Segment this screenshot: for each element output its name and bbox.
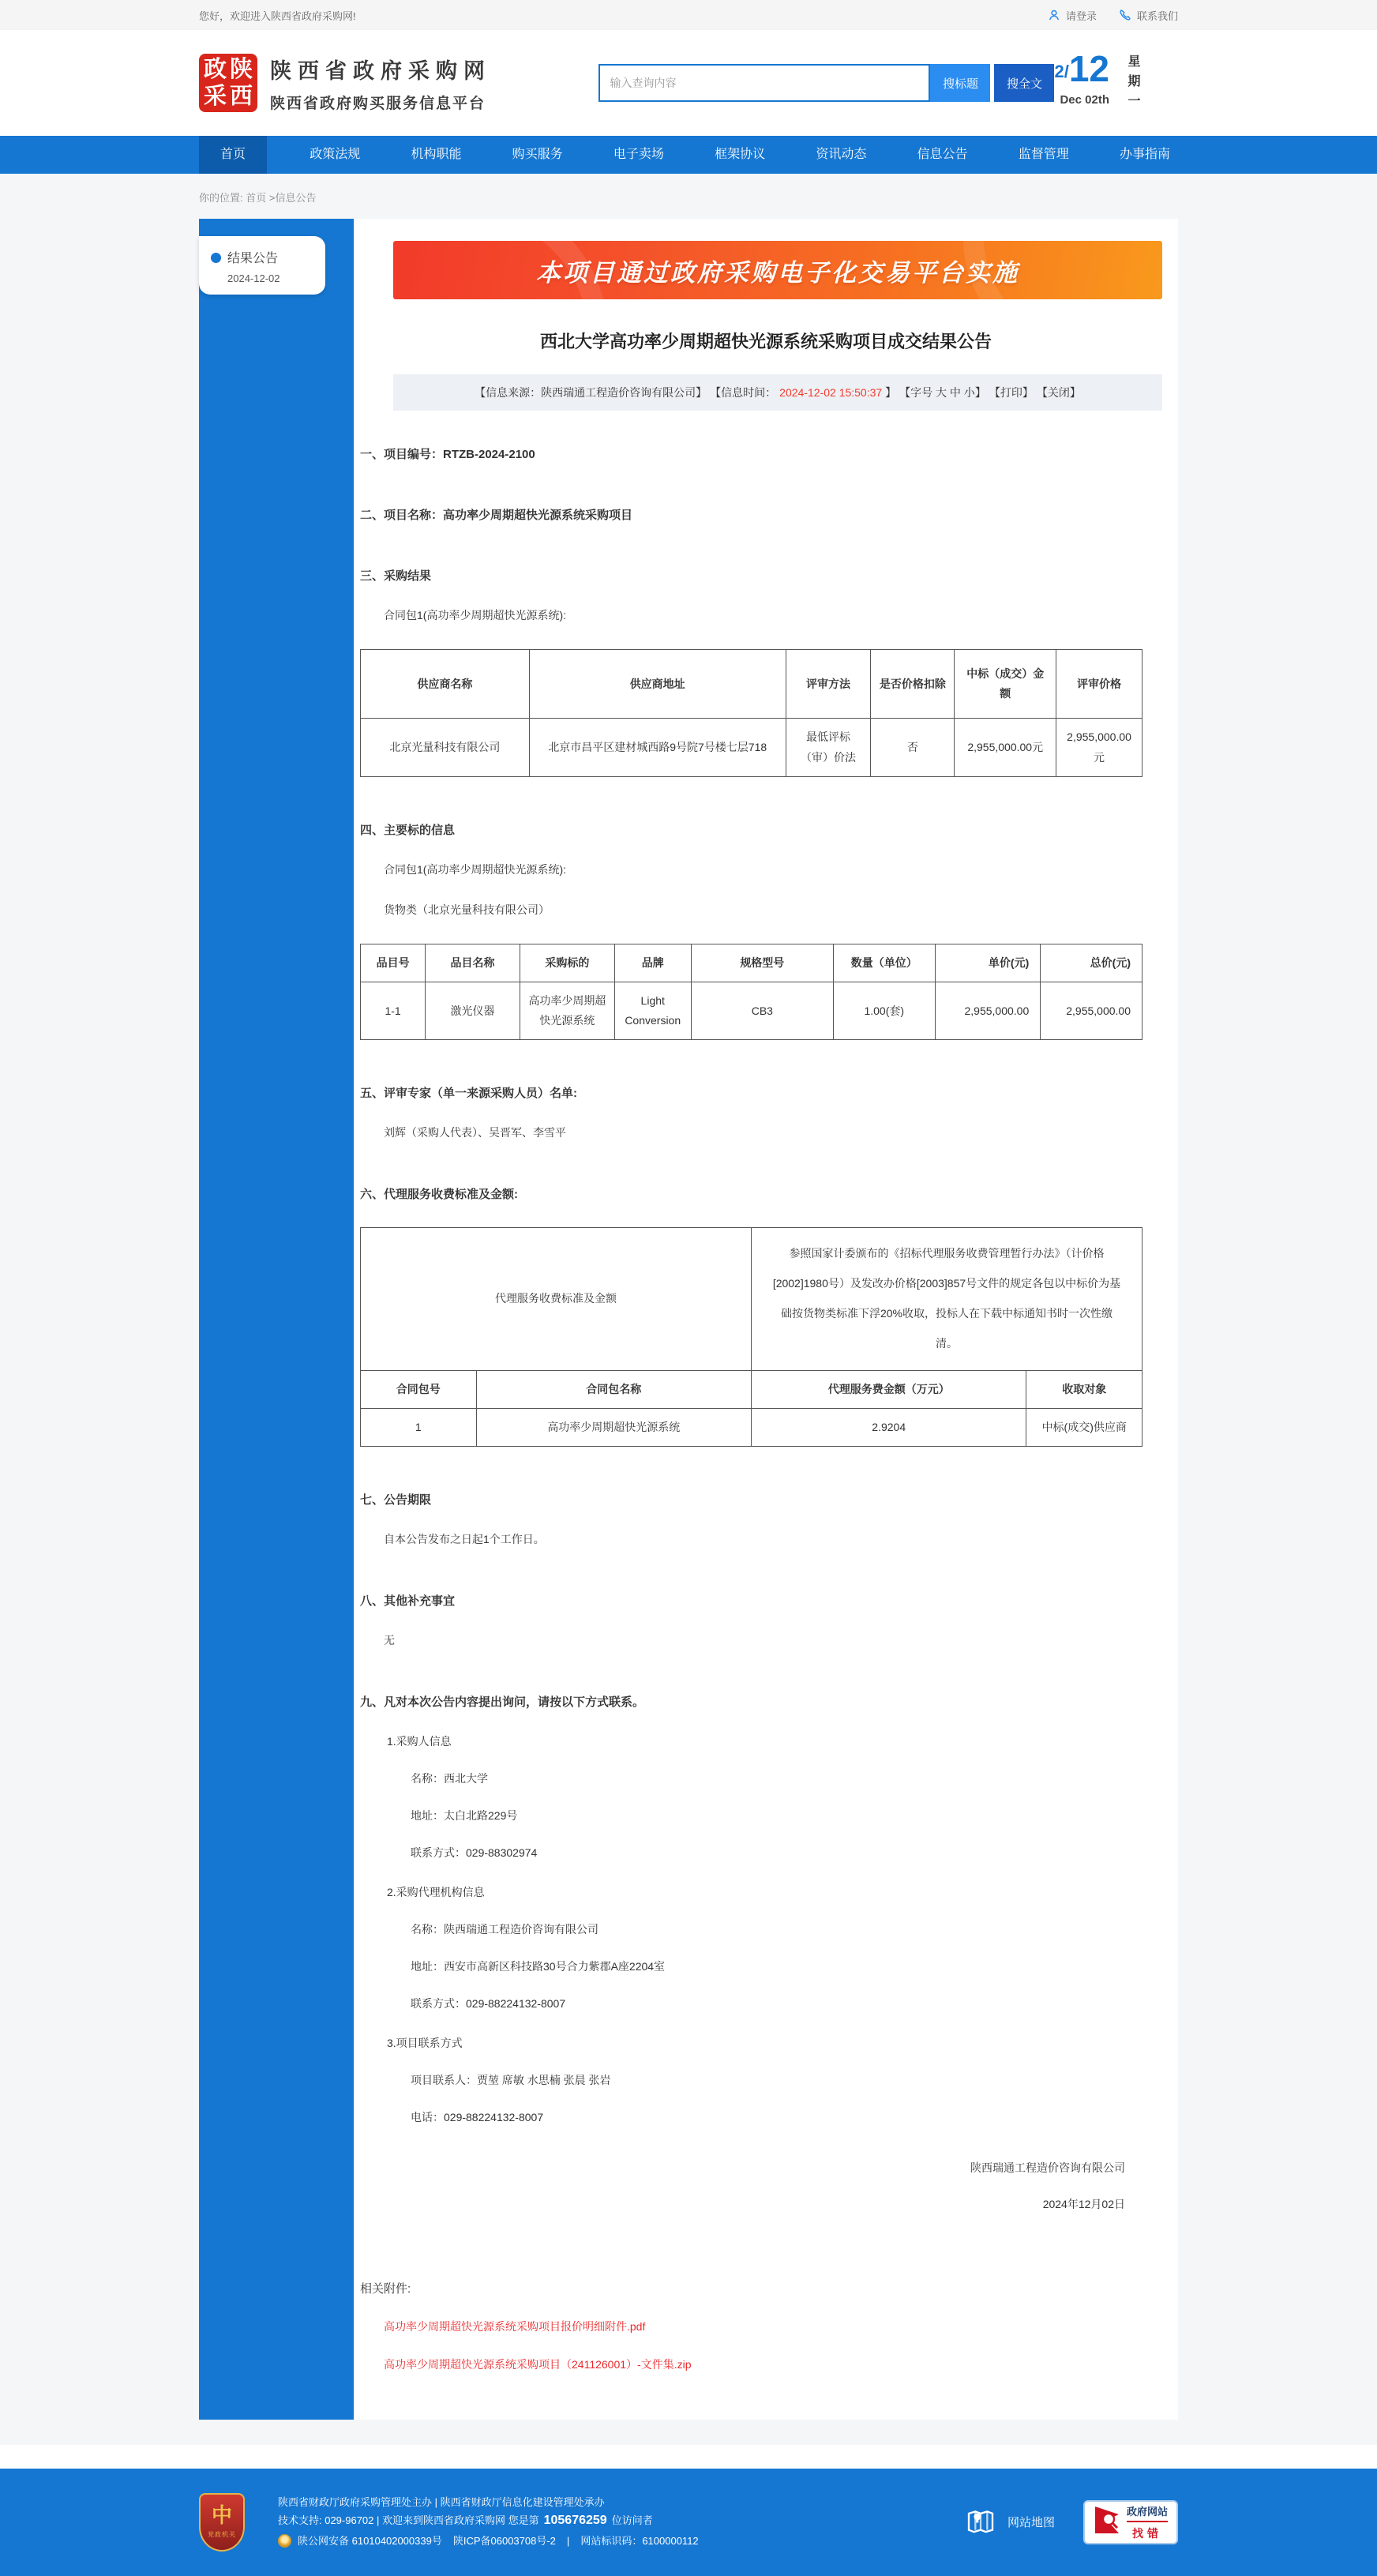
item-no-cell: 1-1 [361, 982, 426, 1039]
section-review-experts: 五、评审专家（单一来源采购人员）名单: [360, 1087, 577, 1101]
section-agency-fee: 六、代理服务收费标准及金额: [360, 1188, 518, 1202]
nav-item-emall[interactable]: 电子卖场 [613, 148, 664, 161]
section-procurement-result: 三、采购结果 [360, 569, 432, 583]
signature-date: 2024年12月02日 [1042, 2197, 1125, 2210]
login-button[interactable]: 请登录 [1048, 8, 1097, 23]
date-month: 2/ [1054, 61, 1069, 81]
purchaser-address: 地址：太白北路229号 [411, 1808, 518, 1822]
agency-name: 名称：陕西瑞通工程造价咨询有限公司 [411, 1922, 598, 1936]
weekday-label: 星期一 [1126, 54, 1139, 114]
phone-icon [1119, 9, 1131, 21]
footer-organizer-line: 陕西省财政厅政府采购管理处主办 | 陕西省财政厅信息化建设管理处承办 [278, 2495, 605, 2508]
agency-fee-table [360, 1227, 1142, 1447]
supplier-result-table [360, 649, 1142, 777]
purchaser-info-title: 1.采购人信息 [387, 1734, 452, 1748]
table-header-cell: 收取对象 [1026, 1370, 1142, 1408]
party-gov-shield-logo: 中 党政机关 [199, 2493, 245, 2552]
footer: 中 党政机关 陕西省财政厅政府采购管理处主办 | 陕西省财政厅信息化建设管理处承办 技术支持: 029-96702 | 欢迎来到陕西省政府采购网 您是第 105676259 位访问者 陕公网安备 61010402000339号 陕ICP备06003708号-2 | 网站标识码：6100000112 网站地图 政府网站 找错 [0, 2469, 1377, 2576]
contract-package-note-2: 合同包1(高功率少周期超快光源系统): [384, 862, 566, 876]
review-price-cell: 2,955,000.00元 [1056, 719, 1142, 776]
banner: 本项目通过政府采购电子化交易平台实施 [393, 241, 1162, 299]
attachment-link-pdf[interactable]: 高功率少周期超快光源系统采购项目报价明细附件.pdf [384, 2319, 646, 2333]
agency-phone: 联系方式：029-88224132-8007 [411, 1996, 566, 2010]
signature-block [360, 2160, 1142, 2212]
model-cell: CB3 [691, 982, 833, 1039]
supplier-address-cell: 北京市昌平区建材城西路9号院7号楼七层718 [529, 719, 786, 776]
error-finder-icon [1094, 2505, 1120, 2539]
table-header-cell: 评审方法 [786, 650, 871, 719]
site-logo: 政陕 采西 [199, 54, 257, 112]
section-main-subject-info: 四、主要标的信息 [360, 823, 456, 837]
section-project-number: 一、项目编号：RTZB-2024-2100 [360, 448, 535, 461]
table-header-cell: 供应商地址 [529, 650, 786, 719]
package-no-cell: 1 [361, 1408, 477, 1446]
bullet-dot-icon [211, 253, 221, 263]
brand [199, 54, 578, 113]
table-header-cell: 总价(元) [1041, 944, 1142, 982]
footer-separator: | [566, 2534, 570, 2547]
agency-fee-amount-cell: 2.9204 [751, 1408, 1026, 1446]
table-row [361, 719, 1142, 776]
visitor-count: 105676259 [543, 2513, 607, 2527]
attachment-link-zip[interactable]: 高功率少周期超快光源系统采购项目（241126001）-文件集.zip [384, 2357, 692, 2371]
total-price-cell: 2,955,000.00 [1041, 982, 1142, 1039]
table-header-cell: 供应商名称 [361, 650, 530, 719]
agency-info-title: 2.采购代理机构信息 [387, 1885, 485, 1898]
nav-item-purchase-services[interactable]: 购买服务 [512, 148, 563, 161]
agency-address: 地址：西安市高新区科技路30号合力紫郡A座2204室 [411, 1959, 666, 1973]
icp-beian-link[interactable]: 陕ICP备06003708号-2 [452, 2534, 556, 2547]
announcement-period-text: 自本公告发布之日起1个工作日。 [384, 1532, 545, 1545]
supplier-name-cell: 北京光量科技有限公司 [361, 719, 530, 776]
project-contact-title: 3.项目联系方式 [387, 2036, 463, 2049]
breadcrumb-home-link[interactable]: 首页 [246, 192, 267, 204]
table-header-cell: 代理服务费金额（万元） [751, 1370, 1026, 1408]
article [354, 219, 1178, 2420]
info-time-label: 【信息时间： [710, 386, 777, 399]
sitemap-link[interactable]: 网站地图 [965, 2505, 1055, 2540]
site-code-text: 网站标识码：6100000112 [580, 2534, 699, 2547]
table-header-cell: 数量（单位） [833, 944, 935, 982]
date-day: 12 [1068, 47, 1109, 89]
signature-company: 陕西瑞通工程造价咨询有限公司 [970, 2161, 1125, 2174]
section-other-matters: 八、其他补充事宜 [360, 1594, 456, 1608]
nav-item-supervision[interactable]: 监督管理 [1018, 148, 1069, 161]
item-name-cell: 激光仪器 [426, 982, 520, 1039]
fee-payer-cell: 中标(成交)供应商 [1026, 1408, 1142, 1446]
nav-item-functions[interactable]: 机构职能 [411, 148, 462, 161]
breadcrumb [199, 174, 1178, 219]
table-header-cell: 中标（成交）金额 [955, 650, 1056, 719]
top-strip [0, 0, 1377, 30]
site-subtitle: 陕西省政府购买服务信息平台 [270, 95, 486, 112]
nav-item-news[interactable]: 资讯动态 [816, 148, 867, 161]
table-header-cell: 规格型号 [691, 944, 833, 982]
award-amount-cell: 2,955,000.00元 [955, 719, 1056, 776]
table-header-cell: 合同包号 [361, 1370, 477, 1408]
section-project-name: 二、项目名称：高功率少周期超快光源系统采购项目 [360, 509, 633, 522]
search-input[interactable] [598, 64, 930, 102]
expert-names: 刘辉（采购人代表）、吴晋军、李雪平 [384, 1126, 566, 1140]
print-button[interactable]: 【打印】 [989, 386, 1034, 399]
unit-price-cell: 2,955,000.00 [935, 982, 1041, 1039]
breadcrumb-label: 你的位置: [199, 192, 243, 204]
nav-item-home[interactable]: 首页 [199, 136, 267, 174]
breadcrumb-separator: > [268, 192, 276, 204]
table-header-cell: 品目号 [361, 944, 426, 982]
main-nav [0, 136, 1377, 174]
agency-fee-standard-label: 代理服务收费标准及金额 [361, 1228, 752, 1370]
section-announcement-period: 七、公告期限 [360, 1493, 432, 1507]
info-source: 【信息来源：陕西瑞通工程造价咨询有限公司】 [475, 386, 707, 399]
item-detail-table [360, 944, 1142, 1041]
package-name-cell: 高功率少周期超快光源系统 [476, 1408, 751, 1446]
table-header-cell: 品目名称 [426, 944, 520, 982]
project-contact-phone: 电话：029-88224132-8007 [411, 2110, 544, 2124]
review-method-cell: 最低评标（审）价法 [786, 719, 871, 776]
table-row [361, 1408, 1142, 1446]
other-matters-text: 无 [384, 1633, 395, 1647]
table-header-cell: 合同包名称 [476, 1370, 751, 1408]
table-header-cell: 品牌 [614, 944, 691, 982]
welcome-text: 您好，欢迎进入陕西省政府采购网! [199, 9, 356, 22]
price-deduction-cell: 否 [871, 719, 955, 776]
sidebar-tab-result-announcement[interactable] [199, 236, 325, 295]
contact-button[interactable]: 联系我们 [1119, 8, 1178, 23]
gov-site-error-report-badge[interactable]: 政府网站 找错 [1083, 2500, 1178, 2544]
map-icon [965, 2505, 996, 2540]
purchaser-phone: 联系方式：029-88302974 [411, 1846, 538, 1859]
brand-cell: Light Conversion [614, 982, 691, 1039]
table-header-cell: 评审价格 [1056, 650, 1142, 719]
search-fulltext-button[interactable]: 搜全文 [994, 64, 1054, 102]
date-english: Dec 02th [1060, 92, 1109, 107]
site-title: 陕西省政府采购网 [270, 58, 491, 83]
shield-emblem-icon: 中 [211, 2503, 232, 2528]
site-header [0, 30, 1377, 136]
contract-package-note: 合同包1(高功率少周期超快光源系统): [384, 609, 566, 621]
project-contact-names: 项目联系人：贾堃 席敏 水思楠 张晨 张岩 [411, 2073, 611, 2086]
breadcrumb-current: 信息公告 [275, 192, 317, 204]
nav-item-guide[interactable]: 办事指南 [1119, 148, 1170, 161]
procurement-target-cell: 高功率少周期超快光源系统 [520, 982, 614, 1039]
purchaser-name: 名称：西北大学 [411, 1771, 488, 1785]
sidebar-tab-date: 2024-12-02 [227, 272, 280, 284]
date-display [1054, 47, 1178, 114]
search-bar [598, 64, 1054, 102]
attachments-label: 相关附件: [360, 2281, 411, 2296]
footer-tech-support: 技术支持: 029-96702 | 欢迎来到陕西省政府采购网 您是第 [278, 2514, 539, 2527]
police-badge-icon [278, 2534, 291, 2548]
article-meta-bar [393, 374, 1162, 411]
goods-category-note: 货物类（北京光量科技有限公司） [384, 903, 550, 916]
section-contact-info: 九、凡对本次公告内容提出询问，请按以下方式联系。 [360, 1695, 645, 1709]
table-header-cell: 是否价格扣除 [871, 650, 955, 719]
search-title-button[interactable]: 搜标题 [930, 64, 990, 102]
user-icon [1048, 9, 1060, 21]
table-header-cell: 单价(元) [935, 944, 1041, 982]
table-header-cell: 采购标的 [520, 944, 614, 982]
main-content [199, 219, 1178, 2420]
quantity-cell: 1.00(套) [833, 982, 935, 1039]
info-time: 2024-12-02 15:50:37 [779, 386, 883, 399]
nav-item-policies[interactable]: 政策法规 [310, 148, 361, 161]
page-title: 西北大学高功率少周期超快光源系统采购项目成交结果公告 [539, 332, 992, 351]
agency-fee-standard-text: 参照国家计委颁布的《招标代理服务收费管理暂行办法》（计价格[2002]1980号）及发改办价格[2003]857号文件的规定各包以中标价为基础按货物类标准下浮20%收取，投标人在下载中标通知书时一次性缴清。 [751, 1228, 1142, 1370]
sidebar [199, 219, 354, 2420]
sidebar-tab-title: 结果公告 [227, 252, 279, 265]
nav-item-framework[interactable]: 框架协议 [715, 148, 766, 161]
gongan-beian-link[interactable]: 陕公网安备 61010402000339号 [298, 2534, 442, 2547]
table-row [361, 982, 1142, 1039]
close-button[interactable]: 【关闭】 [1036, 386, 1081, 399]
font-size-controls[interactable]: 【字号 大 中 小】 [899, 386, 986, 399]
info-time-bracket: 】 [885, 386, 897, 399]
nav-item-announcements[interactable]: 信息公告 [917, 148, 968, 161]
